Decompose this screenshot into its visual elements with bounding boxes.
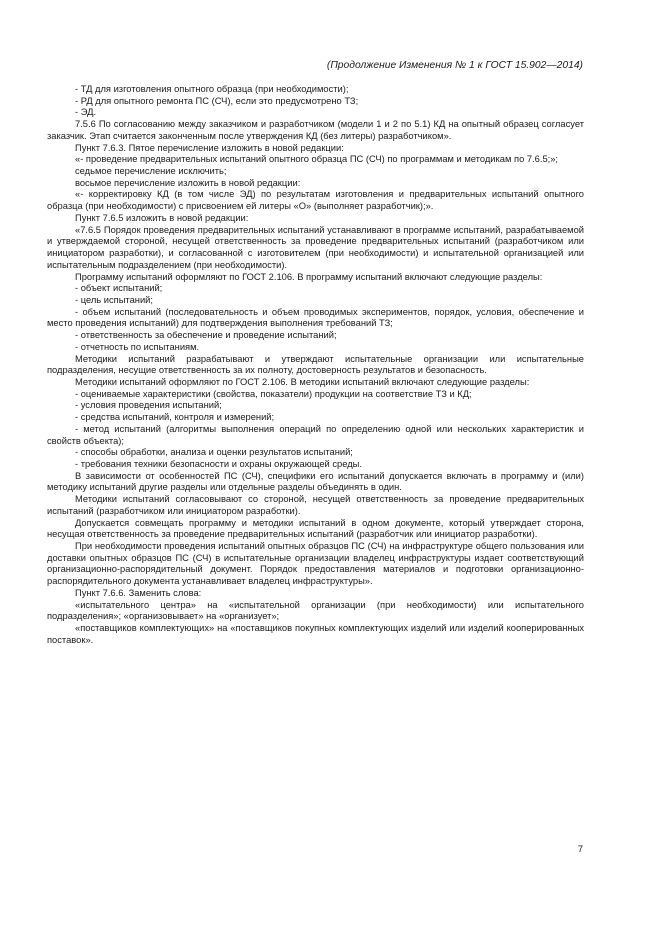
paragraph: «поставщиков комплектующих» на «поставщиков покупных комплектующих изделий или изделий кооперированных поставок». — [47, 623, 584, 645]
list-item: - метод испытаний (алгоритмы выполнения операций по определению одной или нескольких характеристик и свойств объекта); — [47, 423, 584, 446]
list-item: - оцениваемые характеристики (свойства, показатели) продукции на соответствие ТЗ и КД; — [75, 388, 472, 399]
page-number: 7 — [577, 844, 583, 855]
paragraph: восьмое перечисление изложить в новой редакции: — [75, 177, 301, 188]
list-item: - объем испытаний (последовательность и объем проводимых экспериментов, порядок, условия, обеспечение и место проведения испытаний) для подтверждения выполнения требований ТЗ; — [47, 306, 584, 329]
paragraph: Методики испытаний разрабатывают и утверждают испытательные организации или испытательные подразделения, несущие ответственность за их полноту, достоверность результатов и безопасность. — [47, 353, 584, 376]
paragraph: Методики испытаний согласовывают со стороной, несущей ответственность за проведение предварительных испытаний (разработчиком или инициатором разработки). — [47, 494, 584, 516]
document-body — [47, 84, 584, 647]
paragraph: «7.6.5 Порядок проведения предварительных испытаний устанавливают в программе испытаний, разрабатываемой и утверждаемой стороной, несущей ответственность за проведение предварительных испытаний (разработчиком или инициатором разработки), и согласованной с изготовителем (при необходимости) и испытательной организацией или испытательным подразделением (при необходимости). — [47, 224, 584, 270]
list-item: - способы обработки, анализа и оценки результатов испытаний; — [75, 447, 353, 458]
paragraph: «испытательного центра» на «испытательной организации (при необходимости) или испытательного подразделения»; «организовывает» на «организует»; — [47, 599, 584, 622]
list-item: - условия проведения испытаний; — [75, 400, 222, 411]
list-item: - ответственность за обеспечение и проведение испытаний; — [75, 330, 337, 341]
list-item: - РД для опытного ремонта ПС (СЧ), если это предусмотрено ТЗ; — [75, 95, 359, 106]
paragraph: Программу испытаний оформляют по ГОСТ 2.106. В программу испытаний включают следующие разделы: — [75, 271, 543, 282]
list-item: - средства испытаний, контроля и измерений; — [75, 412, 275, 423]
paragraph: «- корректировку КД (в том числе ЭД) по результатам изготовления и предварительных испытаний опытного образца (при необходимости) с присвоением ей литеры «О» (выполняет разработчик);». — [47, 189, 584, 212]
list-item: - ЭД. — [75, 107, 97, 118]
list-item: - отчетность по испытаниям. — [75, 341, 200, 352]
paragraph: В зависимости от особенностей ПС (СЧ), специфики его испытаний допускается включать в программу и (или) методику испытаний другие разделы или отдельные разделы объединять в один. — [47, 470, 584, 493]
list-item: - объект испытаний; — [75, 283, 163, 294]
paragraph: Пункт 7.6.3. Пятое перечисление изложить в новой редакции: — [75, 142, 344, 153]
list-item: - цель испытаний; — [75, 294, 153, 305]
list-item: - ТД для изготовления опытного образца (при необходимости); — [75, 84, 349, 94]
paragraph: седьмое перечисление исключить; — [75, 166, 227, 177]
paragraph: Пункт 7.6.6. Заменить слова: — [75, 587, 202, 598]
paragraph: Методики испытаний оформляют по ГОСТ 2.106. В методики испытаний включают следующие разделы: — [75, 376, 530, 387]
continuation-header: (Продолжение Изменения № 1 к ГОСТ 15.902—2014) — [326, 60, 583, 71]
paragraph: При необходимости проведения испытаний опытных образцов ПС (СЧ) на инфраструктуре общего пользования или доставки опытных образцов ПС (СЧ) в испытательные организации владелец инфраструктуры издает соответствующий организационно-распорядительный документ. Порядок предоставления материалов и подготовки организационно-распорядительного документа устанавливает владелец инфраструктуры». — [47, 541, 584, 587]
paragraph: Пункт 7.6.5 изложить в новой редакции: — [75, 212, 249, 223]
paragraph: 7.5.6 По согласованию между заказчиком и разработчиком (модели 1 и 2 по 5.1) КД на опытный образец согласует заказчик. Этап считается законченным после утверждения КД (без литеры) разработчиком». — [47, 119, 584, 141]
list-item: - требования техники безопасности и охраны окружающей среды. — [75, 459, 362, 469]
paragraph: «- проведение предварительных испытаний опытного образца ПС (СЧ) по программам и методикам по 7.6.5;»; — [75, 154, 559, 165]
paragraph: Допускается совмещать программу и методики испытаний в одном документе, который утверждает сторона, несущая ответственность за проведение предварительных испытаний (разработчик или инициатор разработки). — [47, 517, 584, 540]
